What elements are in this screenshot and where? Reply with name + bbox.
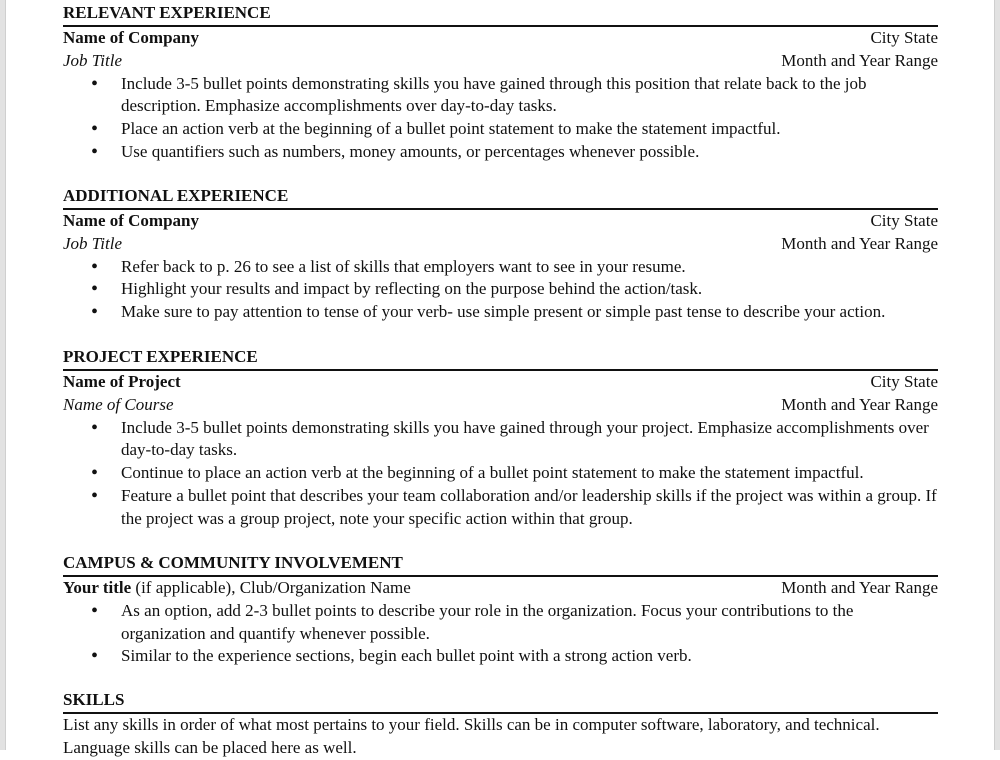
project-name: Name of Project xyxy=(63,372,181,391)
bullet-item: • Highlight your results and impact by reflecting on the purpose behind the action/task. xyxy=(121,278,938,301)
bullet-item: • Continue to place an action verb at the beginning of a bullet point statement to make the statement impactful. xyxy=(121,462,938,485)
project-experience-section xyxy=(63,346,938,531)
page-edge-right xyxy=(994,0,1000,750)
section-heading: ADDITIONAL EXPERIENCE xyxy=(63,185,938,210)
job-title: Job Title xyxy=(63,50,123,70)
campus-involvement-section xyxy=(63,552,938,668)
organization-name: (if applicable), Club/Organization Name xyxy=(131,578,411,597)
section-heading: RELEVANT EXPERIENCE xyxy=(63,2,938,27)
company-name: Name of Company xyxy=(63,28,199,47)
date-range: Month and Year Range xyxy=(781,578,938,597)
section-heading: SKILLS xyxy=(63,689,938,714)
bullet-item: • As an option, add 2-3 bullet points to describe your role in the organization. Focus your contributions to the organization and quantify whenever possible. xyxy=(121,600,938,646)
location: City State xyxy=(870,211,938,230)
section-heading: PROJECT EXPERIENCE xyxy=(63,346,938,371)
location: City State xyxy=(870,28,938,47)
date-range: Month and Year Range xyxy=(781,50,938,70)
page-edge-left xyxy=(0,0,6,750)
skills-text: List any skills in order of what most pertains to your field. Skills can be in computer software, laboratory, and technical. Language skills can be placed here as well. xyxy=(63,715,880,757)
course-name: Name of Course xyxy=(63,394,174,414)
bullet-item: • Refer back to p. 26 to see a list of skills that employers want to see in your resume. xyxy=(121,256,938,279)
date-range: Month and Year Range xyxy=(781,394,938,414)
date-range: Month and Year Range xyxy=(781,233,938,253)
skills-section xyxy=(63,689,938,760)
bullet-item: • Include 3-5 bullet points demonstrating skills you have gained through your project. Emphasize accomplishments over day-to-day tasks. xyxy=(121,417,938,463)
title-label: Your title xyxy=(63,578,132,597)
job-title: Job Title xyxy=(63,233,123,253)
section-heading: CAMPUS & COMMUNITY INVOLVEMENT xyxy=(63,552,938,577)
bullet-item: • Use quantifiers such as numbers, money amounts, or percentages whenever possible. xyxy=(121,141,938,164)
bullet-item: • Place an action verb at the beginning of a bullet point statement to make the statement impactful. xyxy=(121,118,938,141)
additional-experience-section xyxy=(63,185,938,324)
relevant-experience-section xyxy=(63,2,938,164)
company-name: Name of Company xyxy=(63,211,199,230)
bullet-item: • Similar to the experience sections, begin each bullet point with a strong action verb. xyxy=(121,645,938,668)
location: City State xyxy=(870,372,938,391)
bullet-item: • Make sure to pay attention to tense of your verb- use simple present or simple past tense to describe your action. xyxy=(121,301,938,324)
bullet-item: • Feature a bullet point that describes your team collaboration and/or leadership skills if the project was within a group. If the project was a group project, note your specific action within that group. xyxy=(121,485,938,531)
bullet-item: • Include 3-5 bullet points demonstrating skills you have gained through this position that relate back to the job description. Emphasize accomplishments over day-to-day tasks. xyxy=(121,73,938,119)
organization-line xyxy=(63,577,411,600)
